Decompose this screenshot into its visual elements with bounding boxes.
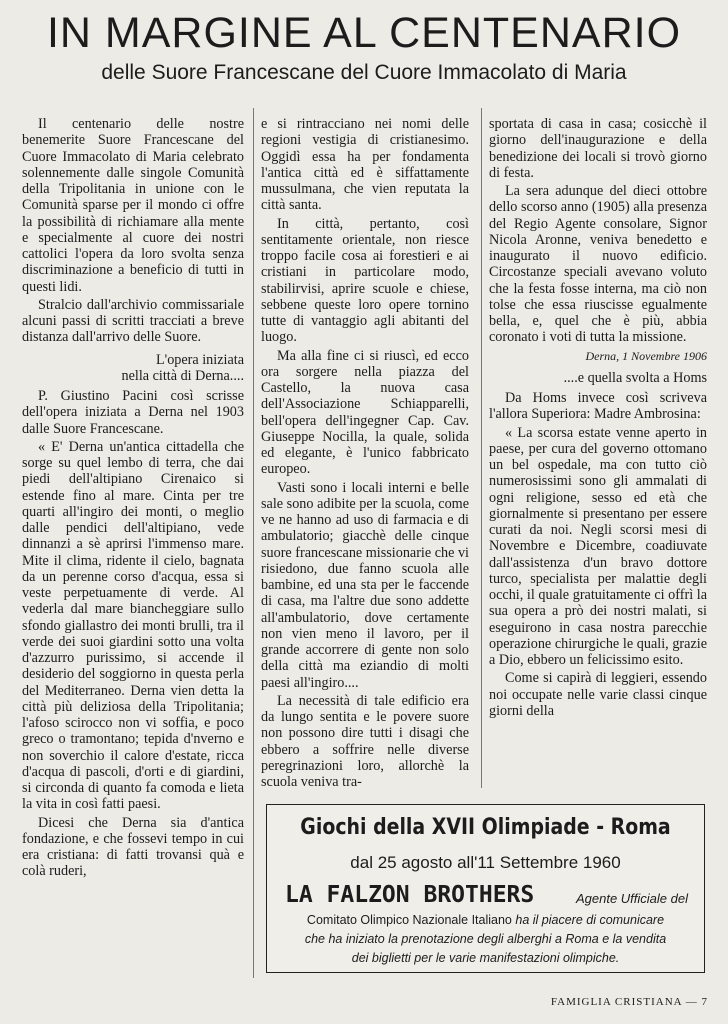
paragraph: La necessità di tale edificio era da lungo sentita e le povere suore non possono dire tutti i disagi che ebbero a soffrire nelle diverse peregrinazioni loro, allorchè la scuola veniva tra-	[261, 692, 469, 790]
ad-text-italic: dei biglietti per le varie manifestazioni olimpiche.	[351, 951, 620, 965]
article-title: IN MARGINE AL CENTENARIO	[46, 9, 682, 57]
ad-text-line	[267, 932, 704, 946]
paragraph: Il centenario delle nostre benemerite Suore Francescane del Cuore Immacolato di Maria celebrato solennemente dalle singole Comunità della Tripolitania in unione con le Comunità sparse per il mondo ci offre la possibilità di richiamare alla mente e specialmente al cuore dei nostri cattolici l'opera da loro svolta senza discriminazione a beneficio di tutti in questi lidi.	[22, 116, 244, 295]
section-heading-line: nella città di Derna....	[121, 367, 244, 384]
column-1	[22, 116, 244, 882]
ad-text-line	[267, 951, 704, 965]
paragraph: Come si capirà di leggieri, essendo noi occupate nelle varie classi cinque giorni della	[489, 670, 707, 719]
paragraph: e si rintracciano nei nomi delle regioni vestigia di cristianesimo. Oggidì essa ha per fondamenta l'antica città ed è siffattamente mussulmana, che vien reputata la città santa.	[261, 116, 469, 214]
paragraph: In città, pertanto, così sentitamente orientale, non riesce troppo facile cosa ai forestieri e ai cristiani in particolare modo, stabilirvisi, aprire scuole e chiese, sebbene queste loro opere tornino tutte di vantaggio agli abitanti del luogo.	[261, 215, 469, 346]
section-heading	[22, 352, 244, 385]
paragraph: Stralcio dall'archivio commissariale alcuni passi di scritti tracciati a breve distanza dall'arrivo delle Suore.	[22, 296, 244, 346]
ad-text-plain: Comitato Olimpico Nazionale Italiano	[306, 913, 512, 927]
paragraph: « La scorsa estate venne aperto in paese, per cura del governo ottomano un bel ospedale, ma con tutto ciò numerosissimi sono gli ammalati di ogni religione, sesso ed età che giornalmente si presentano per essere curati da noi. Negli scorsi mesi di Novembre e Dicembre, coadiuvate dall'assistenza d'un bravo dottore turco, specialista per malattie degli occhi, il quale gratuitamente ci offrì la sua opera a prò dei nostri malati, si eseguirono in casa nostra parecchie operazione chirurgiche le quali, grazie a Dio, ebbero un felicissimo esito.	[489, 424, 707, 668]
paragraph: Vasti sono i locali interni e belle sale sono adibite per la scuola, come ve ne hanno ad uso di farmacia e di ambulatorio; giacchè delle cinque suore francescane missionarie che vi risiedono, due fanno scuola alle bambine, ed una sta per le faccende di casa, ma l'altre due sono addette all'ambulatorio, dove certamente non vien meno il lavoro, per il grande accorrere di gente non solo della città ma eziandio di molti paesi all'ingiro....	[261, 479, 469, 691]
paragraph: P. Giustino Pacini così scrisse dell'opera iniziata a Derna nel 1903 dalle Suore Francescane.	[22, 388, 244, 437]
paragraph: Ma alla fine ci si riuscì, ed ecco ora sorgere nella piazza del Castello, la nuova casa dell'Associazione Schiapparelli, bell'opera dell'ingegner Cap. Cav. Giuseppe Nocilla, la quale, solida ed elegante, è l'unico fabbricato europeo.	[261, 347, 469, 478]
paragraph: La sera adunque del dieci ottobre dello scorso anno (1905) alla presenza del Regio Agente consolare, Signor Nicola Aronne, veniva benedetto e inaugurato il nuovo edificio. Circostanze speciali avevano voluto che la festa fosse interna, ma ciò non tolse che essa riuscisse egualmente bella, e, quel che è più, abbia coronato i voti di tutta la missione.	[489, 183, 707, 346]
section-heading: ....e quella svolta a Homs	[563, 369, 707, 386]
ad-text-italic: ha il piacere di comunicare	[511, 913, 665, 927]
column-3	[489, 116, 707, 721]
ad-dates: dal 25 agosto all'11 Settembre 1960	[350, 853, 621, 872]
column-2	[261, 116, 469, 792]
page-footer: FAMIGLIA CRISTIANA — 7	[550, 996, 708, 1008]
paragraph: « E' Derna un'antica cittadella che sorge su quel lembo di terra, che dai piedi dell'altipiano Cirenaico si estende fino al mare. Cinta per tre quarti all'ingiro dei monti, o meglio dalle pendici dell'altipiano, vede dinnanzi a sè aprirsi l'immenso mare. Mite il clima, ridente il cielo, bagnata da un perenne corso d'acqua, essa si veste perpetuamente di verde. Al vederla dal mare biancheggiare sullo sfondo giallastro dei monti brulli, tra il verde dei suoi giardini sotto una volta d'azzurro purissimo, si accende il desiderio del soggiorno in questa perla del Mediterraneo. Derna vien detta la città più deliziosa della Tripolitania; l'afoso scirocco non vi soffia, e poco greco o tramontano; tepida d'nverno e non soverchio il calore d'estate, ricca d'acqua di pascoli, d'orti e di giardini, si circonda di quanto fa comoda e lieta la vita in così fatti paesi.	[22, 438, 244, 813]
ad-text-line	[267, 913, 704, 927]
ad-agent-line: Agente Ufficiale del	[575, 891, 688, 906]
paragraph: Da Homs invece così scriveva l'allora Superiora: Madre Ambrosina:	[489, 390, 707, 423]
column-divider	[481, 108, 482, 788]
column-divider	[253, 108, 254, 978]
ad-title: Giochi della XVII Olimpiade - Roma	[300, 815, 671, 840]
paragraph: sportata di casa in casa; cosicchè il giorno dell'inaugurazione e della benedizione dei locali si trovò giorno di festa.	[489, 116, 707, 181]
ad-company-name: LA FALZON BROTHERS	[285, 882, 535, 908]
ad-text-italic: che ha iniziato la prenotazione degli alberghi a Roma e la vendita	[304, 932, 667, 946]
olympics-advertisement	[266, 804, 705, 973]
dateline: Derna, 1 Novembre 1906	[585, 348, 707, 363]
article-subtitle: delle Suore Francescane del Cuore Immacolato di Maria	[101, 61, 627, 84]
paragraph: Dicesi che Derna sia d'antica fondazione, e che fossevi tempo in cui era cristiana: di fatti trovansi quà e colà ruderi,	[22, 814, 244, 880]
section-heading-line: L'opera iniziata	[155, 351, 244, 368]
